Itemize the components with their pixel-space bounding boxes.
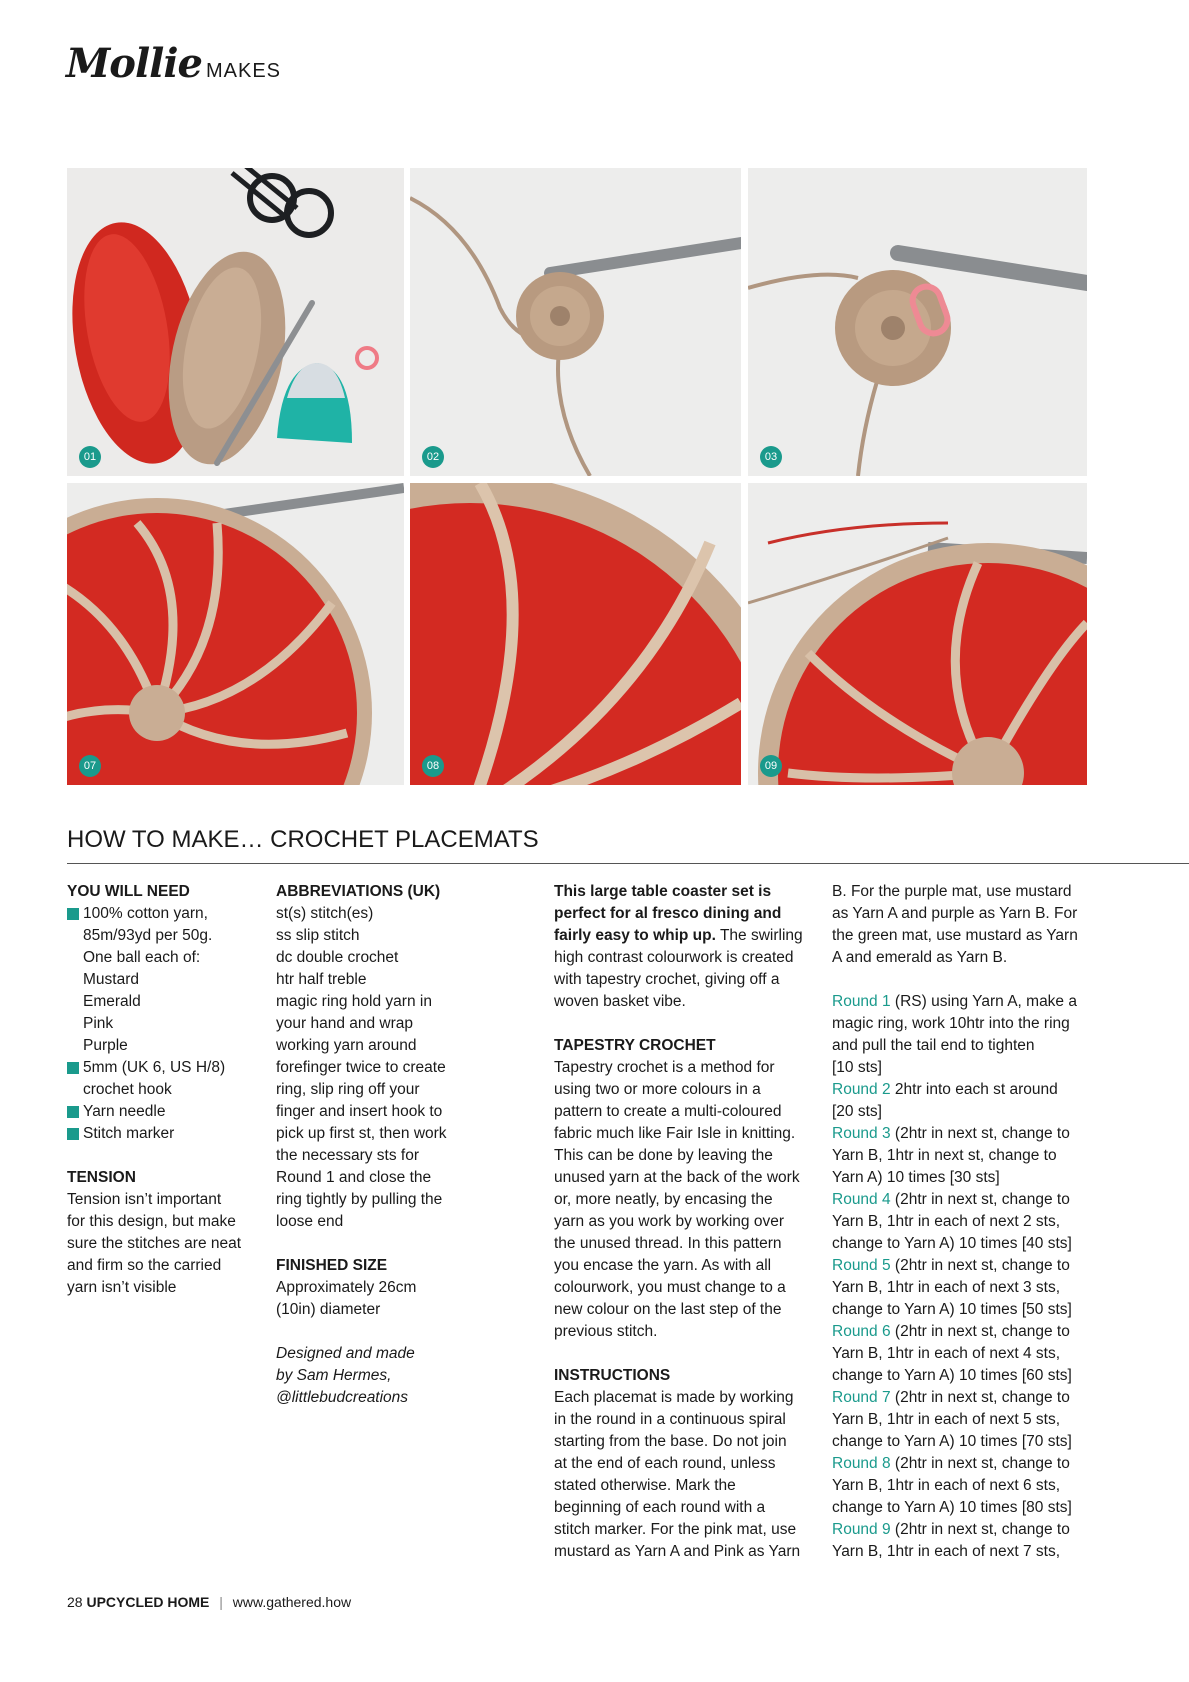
round-line: Yarn B, 1htr in each of next 6 sts, (832, 1477, 1061, 1494)
round-line: change to Yarn A) 10 times [40 sts] (832, 1235, 1072, 1252)
abbreviations-heading: ABBREVIATIONS (UK) (276, 883, 441, 900)
round-label: Round 6 (832, 1323, 891, 1340)
swirl-closeup-photo-icon (410, 483, 741, 785)
instructions-heading: INSTRUCTIONS (554, 1367, 671, 1384)
abbreviation-line: htr half treble (276, 971, 367, 988)
list-item-line: Pink (83, 1015, 114, 1032)
round-line: Yarn B, 1htr in each of next 2 sts, (832, 1213, 1061, 1230)
materials-photo-icon (67, 168, 404, 476)
round-line: magic ring, work 10htr into the ring (832, 1015, 1070, 1032)
round-text: (RS) using Yarn A, make a (890, 993, 1077, 1010)
tapestry-line: you encase the yarn. As with all (554, 1257, 772, 1274)
round-text: (2htr in next st, change to (890, 1389, 1070, 1406)
list-item-line: Mustard (83, 971, 139, 988)
page-title: HOW TO MAKE… CROCHET PLACEMATS (67, 826, 539, 853)
tension-line: sure the stitches are neat (67, 1235, 242, 1252)
abbreviation-line: loose end (276, 1213, 344, 1230)
list-item (67, 903, 262, 1057)
tapestry-line: pattern to create a multi-coloured (554, 1103, 782, 1120)
bullet-square-icon (67, 1128, 79, 1140)
step-badge: 03 (760, 446, 782, 468)
page-footer (67, 1594, 351, 1610)
list-item-line: 85m/93yd per 50g. (83, 927, 213, 944)
intro-line: woven basket vibe. (554, 993, 686, 1010)
materials-list (67, 903, 262, 1145)
round-label: Round 4 (832, 1191, 891, 1208)
list-item (67, 1101, 262, 1123)
round-line: [20 sts] (832, 1103, 882, 1120)
round-text: (2htr in next st, change to (890, 1455, 1070, 1472)
instructions-line: B. For the purple mat, use mustard (832, 883, 1072, 900)
list-item-line: Yarn needle (83, 1103, 166, 1120)
list-item-line: One ball each of: (83, 949, 201, 966)
round-text: (2htr in next st, change to (890, 1125, 1070, 1142)
round-line (832, 1079, 1089, 1101)
instructions-line: beginning of each round with a (554, 1499, 766, 1516)
list-item (67, 1123, 262, 1145)
abbreviation-line: working yarn around (276, 1037, 417, 1054)
round-label: Round 2 (832, 1081, 891, 1098)
list-item-line: 100% cotton yarn, (83, 905, 208, 922)
intro-line (554, 925, 809, 947)
step-photo-07 (67, 483, 404, 785)
column-rounds (832, 881, 1089, 1563)
tapestry-line: fabric much like Fair Isle in knitting. (554, 1125, 796, 1142)
round-line (832, 1519, 1089, 1541)
round-label: Round 8 (832, 1455, 891, 1472)
magazine-name: UPCYCLED HOME (86, 1594, 210, 1610)
instructions-line: Each placemat is made by working (554, 1389, 794, 1406)
tapestry-line: new colour on the last step of the (554, 1301, 782, 1318)
instructions-line: stitch marker. For the pink mat, use (554, 1521, 797, 1538)
step-badge: 09 (760, 755, 782, 777)
round-line: Yarn A) 10 times [30 sts] (832, 1169, 1000, 1186)
bullet-square-icon (67, 1062, 79, 1074)
finished-size-heading: FINISHED SIZE (276, 1257, 388, 1274)
intro-bold: fairly easy to whip up. (554, 927, 716, 944)
round-line: change to Yarn A) 10 times [70 sts] (832, 1433, 1072, 1450)
tension-line: for this design, but make (67, 1213, 236, 1230)
abbreviation-line: ss slip stitch (276, 927, 360, 944)
stitch-marker-photo-icon (748, 168, 1087, 476)
tension-line: Tension isn’t important (67, 1191, 222, 1208)
footer-url: www.gathered.how (232, 1594, 352, 1610)
round-line (832, 1255, 1089, 1277)
round-line (832, 1123, 1089, 1145)
step-photo-02 (410, 168, 741, 476)
instructions-line: at the end of each round, unless (554, 1455, 776, 1472)
step-photo-08 (410, 483, 741, 785)
instructions-line: in the round in a continuous spiral (554, 1411, 786, 1428)
abbreviation-line: finger and insert hook to (276, 1103, 443, 1120)
round-line: Yarn B, 1htr in each of next 3 sts, (832, 1279, 1061, 1296)
abbreviation-line: pick up first st, then work (276, 1125, 447, 1142)
title-divider (67, 863, 1189, 864)
round-line: and pull the tail end to tighten (832, 1037, 1035, 1054)
abbreviation-line: ring tightly by pulling the (276, 1191, 443, 1208)
column-you-will-need (67, 881, 262, 1299)
intro-rest: The swirling (715, 927, 803, 944)
round-line (832, 1387, 1089, 1409)
swirl-edge-photo-icon (748, 483, 1087, 785)
tension-line: and firm so the carried (67, 1257, 222, 1274)
step-badge: 02 (422, 446, 444, 468)
intro-line: perfect for al fresco dining and (554, 905, 782, 922)
column-abbreviations (276, 881, 476, 1409)
round-label: Round 7 (832, 1389, 891, 1406)
tapestry-line: unused yarn at the back of the work (554, 1169, 800, 1186)
rounds-list (832, 991, 1089, 1563)
instructions-line: starting from the base. Do not join (554, 1433, 787, 1450)
round-line: change to Yarn A) 10 times [80 sts] (832, 1499, 1072, 1516)
round-line (832, 991, 1089, 1013)
instructions-line: as Yarn A and purple as Yarn B. For (832, 905, 1078, 922)
abbreviation-line: Round 1 and close the (276, 1169, 432, 1186)
intro-line: high contrast colourwork is created (554, 949, 794, 966)
tapestry-line: or, more neatly, by encasing the (554, 1191, 773, 1208)
step-badge: 08 (422, 755, 444, 777)
finished-size-line: (10in) diameter (276, 1301, 381, 1318)
column-intro (554, 881, 809, 1563)
logo-makes: MAKES (206, 60, 282, 82)
abbreviation-line: ring, slip ring off your (276, 1081, 420, 1098)
list-item-line: 5mm (UK 6, US H/8) (83, 1059, 226, 1076)
intro-line: with tapestry crochet, giving off a (554, 971, 780, 988)
list-item-line: Emerald (83, 993, 141, 1010)
step-photo-01 (67, 168, 404, 476)
bullet-square-icon (67, 908, 79, 920)
round-line: Yarn B, 1htr in each of next 5 sts, (832, 1411, 1061, 1428)
list-item-line: Purple (83, 1037, 128, 1054)
round-line (832, 1453, 1089, 1475)
round-line: change to Yarn A) 10 times [60 sts] (832, 1367, 1072, 1384)
tapestry-line: This can be done by leaving the (554, 1147, 773, 1164)
abbreviation-line: the necessary sts for (276, 1147, 420, 1164)
bullet-square-icon (67, 1106, 79, 1118)
round-label: Round 1 (832, 993, 891, 1010)
round-text: (2htr in next st, change to (890, 1191, 1070, 1208)
finished-size-line: Approximately 26cm (276, 1279, 417, 1296)
round-line: Yarn B, 1htr in each of next 7 sts, (832, 1543, 1061, 1560)
abbreviation-line: magic ring hold yarn in (276, 993, 432, 1010)
tension-heading: TENSION (67, 1169, 136, 1186)
round-line: change to Yarn A) 10 times [50 sts] (832, 1301, 1072, 1318)
round-label: Round 3 (832, 1125, 891, 1142)
round-line: [10 sts] (832, 1059, 882, 1076)
abbreviation-line: your hand and wrap (276, 1015, 414, 1032)
tapestry-line: previous stitch. (554, 1323, 658, 1340)
tapestry-line: Tapestry crochet is a method for (554, 1059, 775, 1076)
page-number: 28 (67, 1594, 83, 1610)
instructions-line: mustard as Yarn A and Pink as Yarn (554, 1543, 801, 1560)
tapestry-line: colourwork, you must change to a (554, 1279, 786, 1296)
round-label: Round 5 (832, 1257, 891, 1274)
tapestry-line: yarn as you work by working over (554, 1213, 785, 1230)
magazine-logo (66, 40, 282, 87)
credit-line: Designed and made (276, 1345, 415, 1362)
round-line (832, 1321, 1089, 1343)
abbreviation-line: st(s) stitch(es) (276, 905, 374, 922)
step-photo-03 (748, 168, 1087, 476)
list-item-line: Stitch marker (83, 1125, 175, 1142)
step-photo-09 (748, 483, 1087, 785)
round-text: (2htr in next st, change to (890, 1521, 1070, 1538)
round-label: Round 9 (832, 1521, 891, 1538)
round-text: 2htr into each st around (890, 1081, 1058, 1098)
tapestry-heading: TAPESTRY CROCHET (554, 1037, 716, 1054)
credit-line: @littlebudcreations (276, 1389, 409, 1406)
footer-separator: | (219, 1594, 223, 1610)
instructions-line: A and emerald as Yarn B. (832, 949, 1008, 966)
tension-line: yarn isn’t visible (67, 1279, 177, 1296)
intro-line: This large table coaster set is (554, 883, 772, 900)
instructions-line: the green mat, use mustard as Yarn (832, 927, 1078, 944)
you-will-need-heading: YOU WILL NEED (67, 883, 190, 900)
abbreviation-line: dc double crochet (276, 949, 399, 966)
tapestry-line: the unused thread. In this pattern (554, 1235, 782, 1252)
list-item-line: crochet hook (83, 1081, 172, 1098)
credit-line: by Sam Hermes, (276, 1367, 392, 1384)
round-line: Yarn B, 1htr in each of next 4 sts, (832, 1345, 1061, 1362)
tapestry-line: using two or more colours in a (554, 1081, 761, 1098)
step-badge: 01 (79, 446, 101, 468)
round-text: (2htr in next st, change to (890, 1257, 1070, 1274)
round-line: Yarn B, 1htr in next st, change to (832, 1147, 1057, 1164)
magic-ring-photo-icon (410, 168, 741, 476)
instructions-line: stated otherwise. Mark the (554, 1477, 736, 1494)
step-badge: 07 (79, 755, 101, 777)
list-item (67, 1057, 262, 1101)
logo-script: Mollie (66, 40, 202, 87)
abbreviation-line: forefinger twice to create (276, 1059, 446, 1076)
swirl-mat-photo-icon (67, 483, 404, 785)
round-line (832, 1189, 1089, 1211)
round-text: (2htr in next st, change to (890, 1323, 1070, 1340)
